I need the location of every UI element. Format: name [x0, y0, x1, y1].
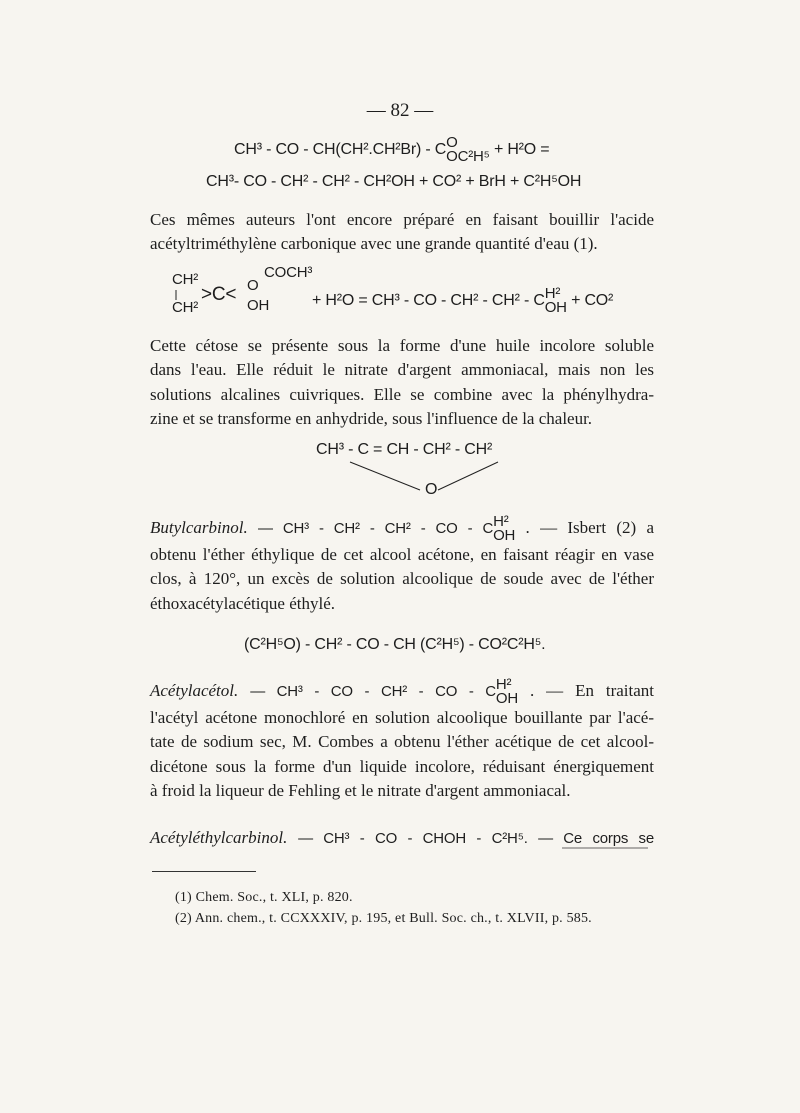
equation-3-bond-left: [350, 462, 420, 490]
paragraph-2-line-4: zine et se transforme en anhydride, sous l'influence de la chaleur.: [150, 408, 593, 428]
equation-2-stack-bottom: OH: [247, 297, 270, 314]
footnote-2: (2) Ann. chem., t. CCXXXIV, p. 195, et Bull. Soc. ch., t. XLVII, p. 585.: [175, 911, 592, 926]
footnote-1: (1) Chem. Soc., t. XLI, p. 820.: [175, 890, 353, 905]
equation-1-stack-bottom: OC²H⁵: [446, 148, 490, 165]
paragraph-4-line-2: l'acétyl acétone monochloré en solution alcoolique bouillante par l'acé-: [150, 708, 654, 727]
equation-1-part-a: CH³ - CO - CH(CH².CH²Br) - C: [234, 141, 447, 159]
paragraph-3-lead: . — Isbert (2) a: [525, 517, 655, 537]
equation-2-tail: + CO²: [571, 292, 614, 310]
equation-4: (C²H⁵O) - CH² - CO - CH (C²H⁵) - CO²C²H⁵.: [244, 636, 546, 653]
paragraph-2-line-3: solutions alcalines cuivriques. Elle se combine avec la phénylhydra-: [150, 384, 654, 404]
paragraph-4-title: Acétylacétol.: [150, 680, 239, 700]
equation-2-rhs-stack-bottom: OH: [544, 299, 567, 316]
equation-2-stack-top: O: [247, 277, 259, 294]
equation-3-oxygen: O: [425, 481, 438, 498]
paragraph-2-line-1: Cette cétose se présente sous la forme d'une huile incolore soluble: [150, 336, 654, 355]
equation-1-stack-top: O: [446, 134, 458, 151]
equation-1-part-b: + H²O =: [493, 141, 550, 159]
paragraph-4-lead: . — En traitant: [529, 680, 655, 700]
equation-1-line-2: CH³- CO - CH² - CH² - CH²OH + CO² + BrH + C²H⁵OH: [206, 173, 582, 190]
paragraph-2-line-2: dans l'eau. Elle réduit le nitrate d'argent ammoniacal, mais non les: [150, 360, 654, 380]
paragraph-5-title: Acétyléthylcarbinol.: [150, 828, 288, 847]
equation-3-bond-right: [438, 462, 498, 490]
page-number: — 82 —: [366, 100, 434, 121]
paragraph-3-line-3: clos, à 120°, un excès de solution alcoolique de soude avec de l'éther: [150, 569, 654, 589]
paragraph-5-formula: — CH³ - CO - CHOH - C²H⁵. — Ce corps se: [298, 830, 655, 847]
paragraph-4-line-4: dicétone sous la forme d'un liquide incolore, réduisant énergiquement: [150, 756, 654, 776]
paragraph-4-line-5: à froid la liqueur de Fehling et le nitrate d'argent ammoniacal.: [150, 780, 571, 800]
equation-2-left-top: CH²: [172, 271, 199, 288]
paragraph-1-line-1: Ces mêmes auteurs l'ont encore préparé en faisant bouillir l'acide: [150, 210, 654, 229]
paragraph-1-line-2: acétyltriméthylène carbonique avec une grande quantité d'eau (1).: [150, 234, 598, 254]
paragraph-3-formula: — CH³ - CH² - CH² - CO - C H² OH: [258, 513, 516, 544]
paragraph-4-formula: — CH³ - CO - CH² - CO - C H² OH: [250, 676, 519, 707]
equation-2-rhs-stack-top: H²: [544, 285, 561, 302]
paragraph-4-line-3: tate de sodium sec, M. Combes a obtenu l'éther acétique de cet alcool-: [150, 732, 654, 752]
paragraph-3-line-4: éthoxacétylacétique éthylé.: [150, 593, 336, 613]
equation-2-rhs-text: + H²O = CH³ - CO - CH² - CH² - C: [312, 292, 545, 310]
paragraph-3-title: Butylcarbinol.: [150, 517, 248, 537]
equation-2-left-bottom: CH²: [172, 299, 199, 316]
equation-3-top: CH³ - C = CH - CH² - CH²: [316, 441, 493, 458]
equation-2-top-group: COCH³: [264, 264, 313, 281]
paragraph-3-line-2: obtenu l'éther éthylique de cet alcool acétone, en faisant réagir en vase: [150, 545, 654, 564]
equation-2-carbon: >C<: [201, 284, 237, 305]
